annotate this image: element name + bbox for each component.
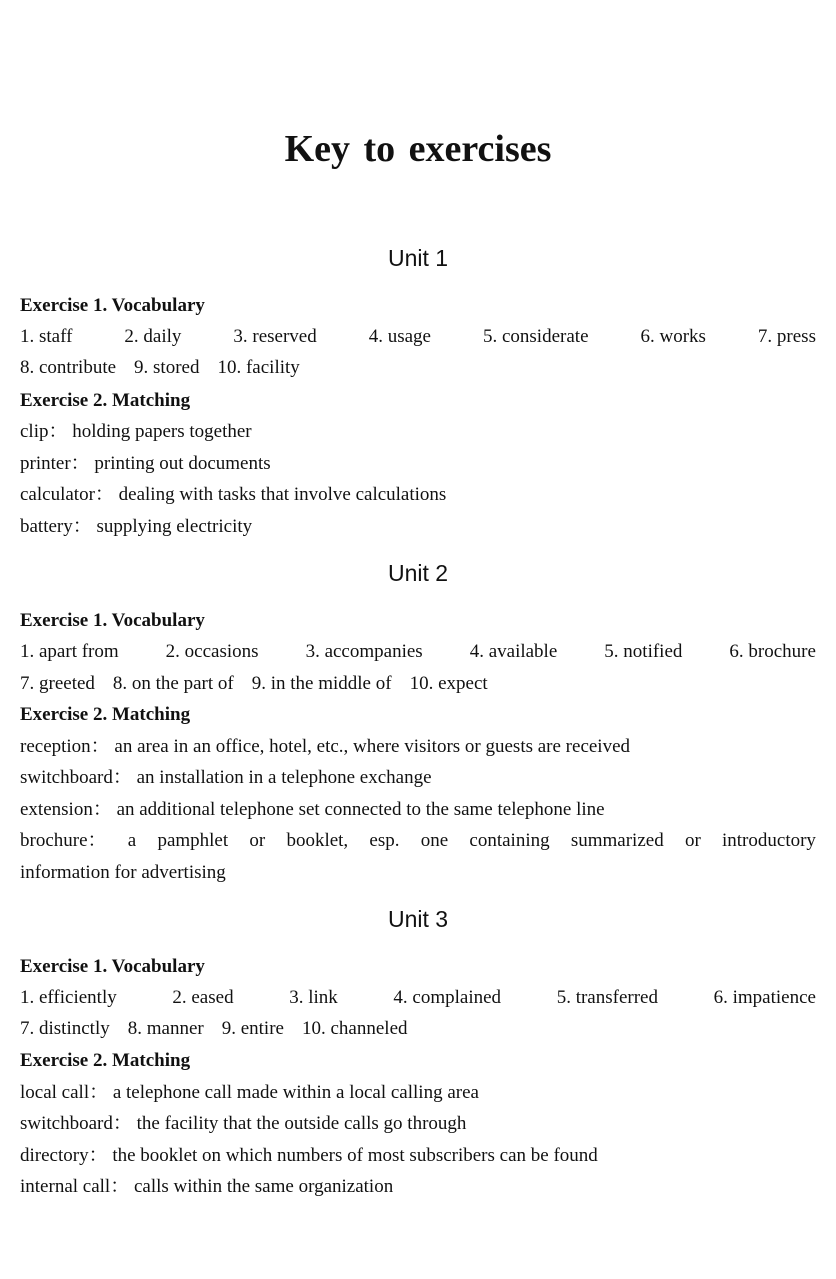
vocab-answer: 3. accompanies (305, 641, 423, 662)
matching-word: brochure： (20, 830, 107, 851)
matching-word: summarized (570, 830, 664, 851)
unit-1-exercise-2-title: Exercise 2. Matching (20, 390, 191, 411)
vocab-answer: 8. manner (127, 1018, 204, 1039)
unit-1-vocab-line-1 (20, 325, 816, 349)
unit-2-matching-item-continuation: information for advertising (20, 862, 226, 883)
unit-2-exercise-1-title: Exercise 1. Vocabulary (20, 610, 205, 631)
unit-2-vocab-line-2 (20, 672, 816, 696)
vocab-answer: 5. notified (604, 641, 683, 662)
unit-2-matching-item: switchboard： an installation in a telephone exchange (20, 767, 432, 788)
unit-2-vocab-line-1 (20, 640, 816, 664)
matching-word: pamphlet (157, 830, 229, 851)
vocab-answer: 10. facility (217, 357, 300, 378)
vocab-answer: 4. available (469, 641, 558, 662)
vocab-answer: 6. works (640, 326, 706, 347)
unit-3-vocab-line-2 (20, 1017, 816, 1041)
unit-3-matching-item: local call： a telephone call made within a local calling area (20, 1082, 479, 1103)
vocab-answer: 7. greeted (20, 673, 95, 694)
unit-2-matching-item: extension： an additional telephone set connected to the same telephone line (20, 799, 605, 820)
matching-word: or (249, 830, 266, 851)
vocab-answer: 3. link (289, 987, 338, 1008)
matching-word: one (420, 830, 449, 851)
matching-word: esp. (369, 830, 400, 851)
vocab-answer: 9. stored (134, 357, 200, 378)
unit-2-exercise-2-title: Exercise 2. Matching (20, 704, 191, 725)
vocab-answer: 1. staff (20, 326, 73, 347)
vocab-answer: 7. press (757, 326, 816, 347)
matching-word: booklet, (286, 830, 349, 851)
unit-3-matching-item: switchboard： the facility that the outside calls go through (20, 1113, 467, 1134)
matching-word: containing (469, 830, 550, 851)
unit-3-matching-item: internal call： calls within the same organization (20, 1176, 394, 1197)
vocab-answer: 8. contribute (20, 357, 117, 378)
unit-1-matching-item: calculator： dealing with tasks that involve calculations (20, 484, 447, 505)
unit-3-vocab-line-1 (20, 986, 816, 1010)
unit-3-heading: Unit 3 (387, 906, 449, 932)
unit-2-heading: Unit 2 (387, 560, 449, 586)
vocab-answer: 4. complained (393, 987, 502, 1008)
vocab-answer: 10. expect (409, 673, 488, 694)
vocab-answer: 7. distinctly (20, 1018, 110, 1039)
unit-1-matching-item: printer： printing out documents (20, 453, 271, 474)
vocab-answer: 3. reserved (233, 326, 317, 347)
vocab-answer: 1. apart from (20, 641, 119, 662)
vocab-answer: 10. channeled (301, 1018, 408, 1039)
unit-1-vocab-line-2 (20, 356, 816, 380)
unit-3-exercise-2-title: Exercise 2. Matching (20, 1050, 191, 1071)
unit-1-exercise-1-title: Exercise 1. Vocabulary (20, 295, 205, 316)
matching-word: introductory (722, 830, 816, 851)
vocab-answer: 9. entire (221, 1018, 284, 1039)
vocab-answer: 8. on the part of (112, 673, 234, 694)
vocab-answer: 4. usage (368, 326, 431, 347)
page-title: Key to exercises (284, 128, 552, 170)
vocab-answer: 6. impatience (713, 987, 816, 1008)
vocab-answer: 5. transferred (556, 987, 658, 1008)
vocab-answer: 2. eased (172, 987, 234, 1008)
unit-1-matching-item: battery： supplying electricity (20, 516, 253, 537)
vocab-answer: 9. in the middle of (251, 673, 392, 694)
unit-2-matching-item: reception： an area in an office, hotel, etc., where visitors or guests are received (20, 736, 631, 757)
vocab-answer: 6. brochure (729, 641, 816, 662)
unit-1-heading: Unit 1 (387, 245, 449, 271)
unit-2-matching-item-long (20, 829, 816, 853)
unit-3-exercise-1-title: Exercise 1. Vocabulary (20, 956, 205, 977)
vocab-answer: 5. considerate (482, 326, 589, 347)
unit-3-matching-item: directory： the booklet on which numbers of most subscribers can be found (20, 1145, 598, 1166)
vocab-answer: 2. occasions (165, 641, 259, 662)
vocab-answer: 1. efficiently (20, 987, 117, 1008)
unit-1-matching-item: clip： holding papers together (20, 421, 252, 442)
vocab-answer: 2. daily (124, 326, 182, 347)
matching-word: a (127, 830, 137, 851)
matching-word: or (684, 830, 701, 851)
